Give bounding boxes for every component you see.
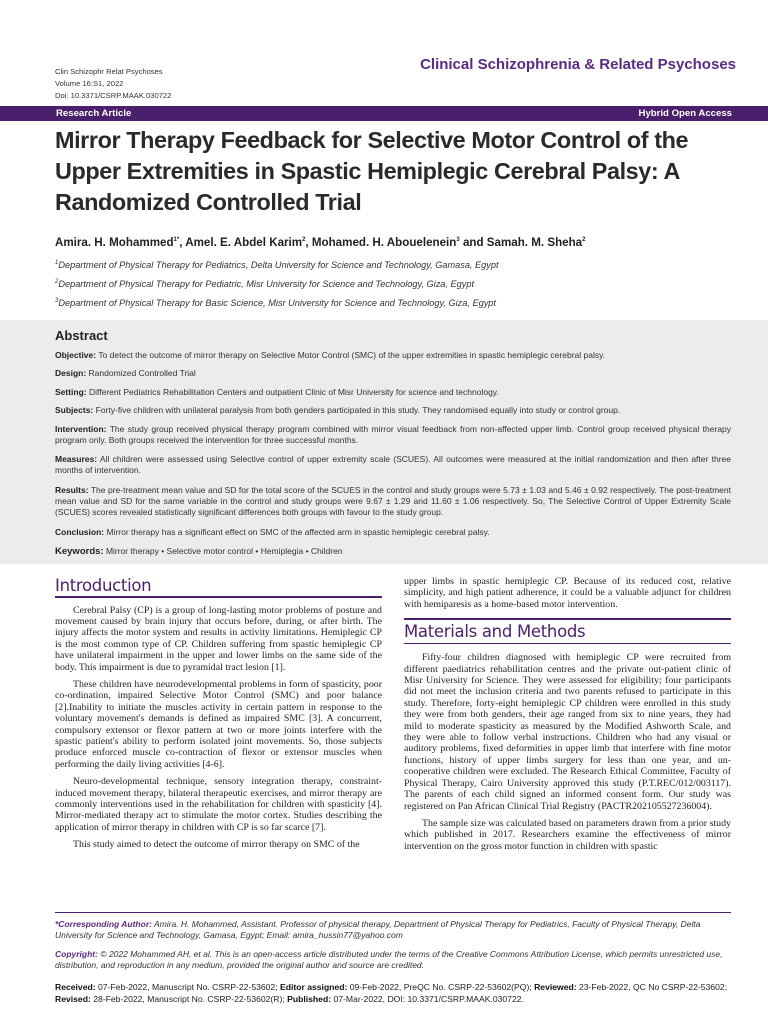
- introduction-heading: Introduction: [55, 576, 152, 595]
- citation-journal: Clin Schizophr Relat Psychoses: [55, 67, 163, 76]
- section-rule: [55, 596, 382, 598]
- access-type: Hybrid Open Access: [638, 107, 732, 119]
- affiliation-text: Department of Physical Therapy for Basic Science, Misr University for Science and Technology, Giza, Egypt: [58, 298, 496, 309]
- copyright: [55, 949, 731, 971]
- affiliation: [55, 298, 496, 308]
- keywords-label: Keywords:: [55, 546, 104, 557]
- article-type: Research Article: [56, 107, 132, 119]
- abstract-intervention: [55, 424, 731, 446]
- author-name: Mohamed. H. Abouelenein: [311, 236, 457, 249]
- affiliation-text: Department of Physical Therapy for Pediatric, Misr University for Science and Technology, Giza, Egypt: [58, 279, 474, 290]
- affiliation-sup: 1: [55, 260, 59, 266]
- corresponding-author: [55, 919, 731, 941]
- date-label: Editor assigned:: [280, 982, 348, 992]
- abstract-label: Subjects:: [55, 405, 94, 415]
- journal-name: Clinical Schizophrenia & Related Psychoses: [420, 56, 736, 73]
- article-type-band: [0, 106, 768, 121]
- affiliation: [55, 279, 474, 289]
- date-text: 09-Feb-2022, PreQC No. CSRP-22-53602(PQ);: [347, 982, 535, 992]
- abstract-label: Setting:: [55, 387, 87, 397]
- author-separator: ,: [305, 236, 312, 249]
- abstract-label: Results:: [55, 485, 89, 495]
- abstract-subjects: [55, 405, 731, 416]
- corresponding-label: *Corresponding Author:: [55, 919, 152, 929]
- abstract-conclusion: [55, 527, 731, 538]
- corresponding-text: Amira. H. Mohammed, Assistant. Professor of physical therapy, Department of Physical Therapy for Pediatrics, Faculty of Physical Therapy, Delta University for Science and Technology, Gamasa, Egypt; Email: amira_hussin77@yahoo.com: [55, 919, 701, 940]
- abstract-measures: [55, 454, 731, 476]
- abstract-design: [55, 368, 731, 379]
- left-column: [55, 576, 382, 857]
- methods-paragraph: The sample size was calculated based on parameters drawn from a prior study which published in 2017. Researchers examine the effectiveness of mirror intervention on the gross motor function in children with spastic: [404, 817, 731, 852]
- abstract-objective: [55, 350, 731, 361]
- abstract-label: Design:: [55, 368, 87, 378]
- date-text: 28-Feb-2022, Manuscript No. CSRP-22-53602(R);: [90, 994, 288, 1004]
- author-sup: 2: [582, 237, 586, 244]
- right-column: [404, 576, 731, 858]
- date-label: Published:: [287, 994, 332, 1004]
- copyright-text: © 2022 Mohammed AH, et al. This is an open-access article distributed under the terms of the Creative Commons Attribution License, which permits unrestricted use, distribution, and reproduction in any medium, provided the original author and source are credited.: [55, 949, 723, 970]
- copyright-label: Copyright:: [55, 949, 98, 959]
- abstract-heading: Abstract: [55, 328, 108, 343]
- intro-paragraph: These children have neurodevelopmental problems in form of spasticity, poor co-ordination, impaired Selective Motor Control (SMC) and poor balance [2].Inability to initiate the muscles activity in certain pattern in response to the voluntary movement's demands is defined as impaired SMC [3]. A concurrent, compulsory extensor or flexor pattern at two or more joints interfere with the spastic patient's ability to perform isolated joint movements. So, those subjects produce enforced muscle co-contraction of flexor or extensor muscles when performing the daily living activities [4-6].: [55, 678, 382, 770]
- abstract-text: Randomized Controlled Trial: [86, 368, 196, 378]
- author-sup: 2: [302, 237, 306, 244]
- section-rule: [404, 643, 731, 645]
- affiliation-sup: 3: [55, 298, 59, 304]
- methods-heading: Materials and Methods: [404, 621, 586, 641]
- abstract-results: [55, 485, 731, 518]
- abstract-label: Objective:: [55, 350, 97, 360]
- date-label: Revised:: [55, 994, 91, 1004]
- intro-paragraph: Cerebral Palsy (CP) is a group of long-lasting motor problems of posture and movement caused by brain injury that occurs before, during, or after birth. The injury affects the motor system and results in activity limitations. Hemiplegic CP is the most common type of CP. Children suffering from spastic hemiplegic CP have unilateral impairment in the upper and lower limbs on the same side of the body. This impairment is due to pyramidal tract lesion [1].: [55, 604, 382, 673]
- article-dates: [55, 981, 731, 1005]
- abstract-text: All children were assessed using Selective control of upper extremity scale (SCUES). All outcomes were measured at the initial randomization and then after three months of intervention.: [55, 454, 731, 475]
- footer-rule: [55, 912, 731, 913]
- author-name: Amel. E. Abdel Karim: [185, 236, 303, 249]
- author-sup: 3: [456, 237, 460, 244]
- date-text: 07-Mar-2022, DOI: 10.3371/CSRP.MAAK.030722.: [331, 994, 524, 1004]
- article-title: Mirror Therapy Feedback for Selective Motor Control of the Upper Extremities in Spastic Hemiplegic Cerebral Palsy: A Randomized Controlled Trial: [55, 127, 689, 215]
- intro-continuation: upper limbs in spastic hemiplegic CP. Because of its reduced cost, relative simplicity, and high patient adherence, it could be a valuable adjunct for children with hemiparesis as a home-based motor intervention.: [404, 576, 731, 610]
- date-label: Received:: [55, 982, 96, 992]
- intro-paragraph: Neuro-developmental technique, sensory integration therapy, constraint-induced movement therapy, bilateral therapeutic exercises, and mirror therapy are commonly interventions used in the rehabilitation for children with spasticity [4]. Mirror-mediated therapy act to stimulate the motor cortex. Studies describing the application of mirror therapy in children with CP is so far scarce [7].: [55, 776, 382, 833]
- citation-block: [55, 66, 171, 102]
- keywords-text: Mirror therapy • Selective motor control • Hemiplegia • Children: [103, 546, 343, 556]
- affiliation-text: Department of Physical Therapy for Pediatrics, Delta University for Science and Technology, Gamasa, Egypt: [58, 260, 499, 271]
- author-sup: 1*: [173, 237, 180, 244]
- abstract-label: Conclusion:: [55, 527, 105, 537]
- abstract-setting: [55, 387, 731, 398]
- author-separator: ,: [179, 236, 186, 249]
- abstract-text: Mirror therapy has a significant effect on SMC of the affected arm in spastic hemiplegic cerebral palsy.: [104, 527, 490, 537]
- date-text: 23-Feb-2022, QC No CSRP-22-53602;: [576, 982, 728, 992]
- methods-paragraph: Fifty-four children diagnosed with hemiplegic CP were recruited from different paediatrics rehabilitation centres and the private out-patient clinic of Misr University for Science. They were assessed for eligibility; four participants did not meet the inclusion criteria and two parents refused to participate in this study. Therefore, forty-eight hemiplegic CP children were enrolled in this study they were from both genders, their age ranged from six to nine years, they had mild to moderate spasticity as measured by the Modified Ashworth Scale, and they were able to follow verbal instructions. Children who had any visual or auditory problems, fixed deformities in upper limb that interfere with fine motor functions, history of upper limbs surgery for less than one year, and un-cooperative children were excluded. The Research Ethical Committee, Faculty of Physical Therapy, Cairo University approved this study (P.T.REC/012/003117). The parents of each child signed an informed consent form. Our study was registered on Pan African Clinical Trial Registry (PACTR202105527236004).: [404, 652, 731, 812]
- abstract-text: Forty-five children with unilateral paralysis from both genders participated in this study. They randomised equally into study or control group.: [93, 405, 621, 415]
- abstract-label: Intervention:: [55, 424, 107, 434]
- abstract-keywords: [55, 546, 731, 557]
- abstract-text: To detect the outcome of mirror therapy on Selective Motor Control (SMC) of the upper extremities in spastic hemiplegic cerebral palsy.: [96, 350, 606, 360]
- date-text: 07-Feb-2022, Manuscript No. CSRP-22-53602;: [95, 982, 280, 992]
- section-rule: [404, 618, 731, 620]
- author-name: Amira. H. Mohammed: [55, 236, 174, 249]
- citation-doi: Doi: 10.3371/CSRP.MAAK.030722: [55, 91, 172, 100]
- affiliation: [55, 260, 499, 270]
- abstract-text: The study group received physical therapy program combined with mirror visual feedback from non-affected upper limb. Control group received physical therapy program only. Both groups received the intervention for three successful months.: [55, 424, 731, 445]
- author-list: [55, 236, 585, 249]
- abstract-text: Different Pediatrics Rehabilitation Centers and outpatient Clinic of Misr University for science and technology.: [86, 387, 499, 397]
- abstract-label: Measures:: [55, 454, 98, 464]
- citation-volume: Volume 16:S1, 2022: [55, 79, 124, 88]
- abstract-text: The pre-treatment mean value and SD for the total score of the SCUES in the control and study groups were 5.73 ± 1.03 and 5.46 ± 0.92 respectively. The post-treatment mean value and SD for the same variable in the control and study groups were 9.67 ± 1.29 and 11.60 ± 1.06 respectively. So, The Selective Control of Upper Extremity Scale (SCUES) scores revealed statistically significant differences both groups with favour to the study group.: [55, 485, 731, 517]
- intro-paragraph: This study aimed to detect the outcome of mirror therapy on SMC of the: [73, 839, 360, 851]
- author-separator: and: [459, 236, 487, 249]
- author-name: Samah. M. Sheha: [486, 236, 583, 249]
- affiliation-sup: 2: [55, 279, 59, 285]
- date-label: Reviewed:: [534, 982, 577, 992]
